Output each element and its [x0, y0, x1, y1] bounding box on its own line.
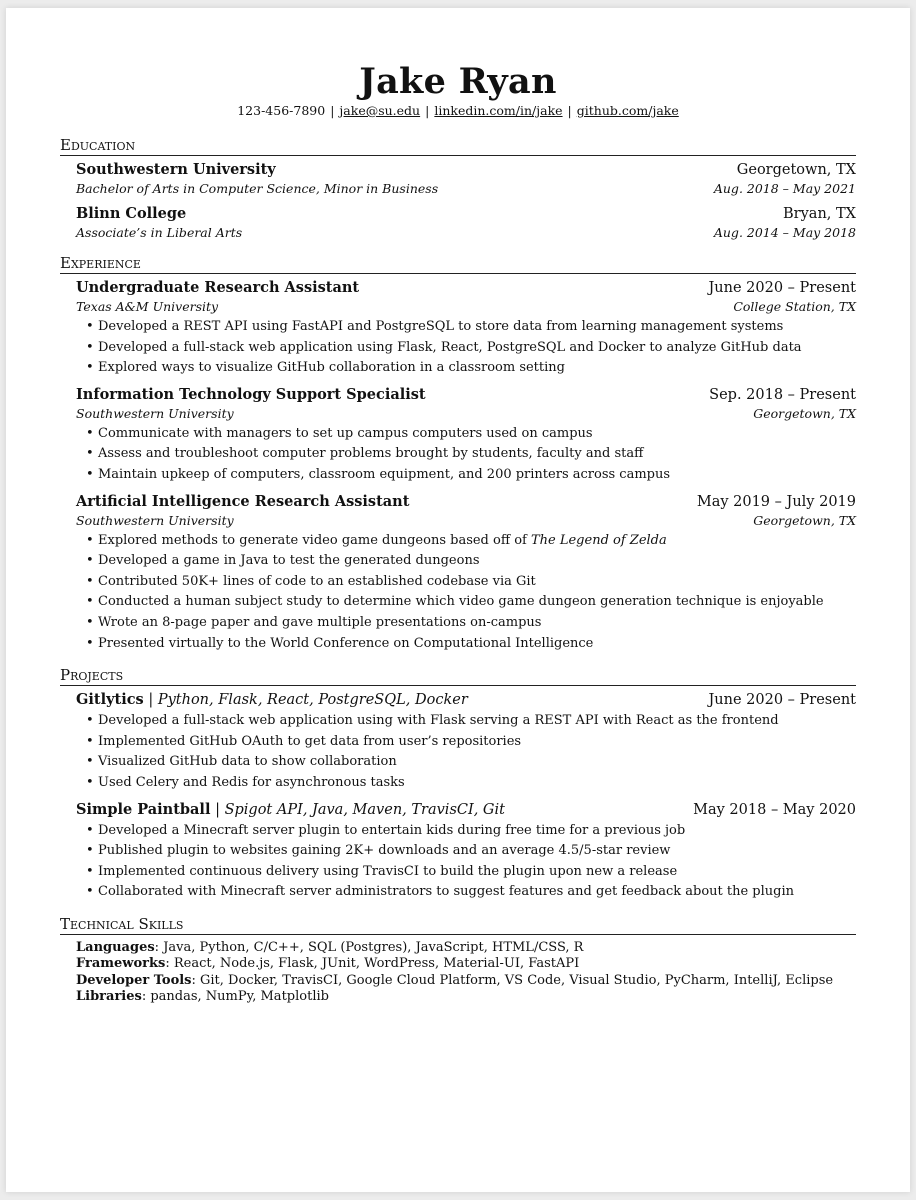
bullet-item: • Implemented GitHub OAuth to get data from user’s repositories — [98, 732, 856, 753]
degree: Associate’s in Liberal Arts — [76, 225, 243, 240]
experience-entry — [76, 385, 856, 486]
bullet-item: • Conducted a human subject study to determine which video game dungeon generation technique is enjoyable — [98, 592, 856, 613]
skill-value: pandas, NumPy, Matplotlib — [150, 989, 329, 1005]
resume-page — [6, 8, 910, 1192]
section-title-projects: Projects — [60, 666, 856, 686]
separator: | — [567, 103, 572, 118]
section-title-skills: Technical Skills — [60, 915, 856, 935]
job-dates: May 2019 – July 2019 — [696, 493, 856, 510]
school-location: Bryan, TX — [783, 206, 856, 222]
employer: Texas A&M University — [76, 299, 219, 314]
separator: | — [330, 103, 335, 118]
project-entry — [76, 690, 856, 793]
project-dates: June 2020 – Present — [708, 692, 856, 709]
bullet-item: • Contributed 50K+ lines of code to an established codebase via Git — [98, 572, 856, 593]
candidate-name: Jake Ryan — [359, 61, 557, 102]
job-title: Undergraduate Research Assistant — [76, 279, 360, 296]
skill-label: Libraries — [76, 989, 142, 1005]
phone-number: 123-456-7890 — [237, 103, 326, 118]
bullet-item: • Assess and troubleshoot computer problems brought by students, faculty and staff — [98, 444, 856, 465]
school-name: Blinn College — [76, 205, 187, 222]
education-dates: Aug. 2018 – May 2021 — [713, 181, 856, 196]
job-title: Information Technology Support Specialist — [76, 385, 426, 403]
skill-label: Languages — [76, 939, 155, 955]
bullet-list — [76, 531, 856, 655]
education-entry — [76, 160, 856, 198]
section-title-education: Education — [60, 136, 856, 156]
bullet-list — [76, 317, 856, 379]
bullet-list — [76, 424, 856, 486]
github-link[interactable]: github.com/jake — [576, 103, 679, 118]
school-location: Georgetown, TX — [736, 162, 856, 178]
job-location: College Station, TX — [733, 299, 856, 314]
project-dates: May 2018 – May 2020 — [693, 801, 856, 818]
skill-label: Developer Tools — [76, 972, 192, 988]
bullet-item: • Developed a full-stack web application using with Flask serving a REST API with React as the frontend — [98, 711, 856, 732]
bullet-item: • Implemented continuous delivery using TravisCI to build the plugin upon new a release — [98, 862, 856, 883]
bullet-item: • Developed a full-stack web application using Flask, React, PostgreSQL and Docker to analyze GitHub data — [98, 338, 856, 359]
bullet-item: • Developed a Minecraft server plugin to entertain kids during free time for a previous job — [98, 821, 856, 842]
bullet-item: • Used Celery and Redis for asynchronous tasks — [98, 773, 856, 794]
experience-entry — [76, 278, 856, 379]
bullet-list — [76, 711, 856, 793]
bullet-item: • Collaborated with Minecraft server administrators to suggest features and get feedback about the plugin — [98, 882, 856, 903]
skill-value: Git, Docker, TravisCI, Google Cloud Platform, VS Code, Visual Studio, PyCharm, IntelliJ, Eclipse — [200, 972, 834, 988]
skills-block — [76, 940, 856, 1006]
project-name: Gitlytics — [76, 691, 144, 709]
project-entry — [76, 800, 856, 903]
resume-content — [60, 61, 856, 1006]
linkedin-link[interactable]: linkedin.com/in/jake — [434, 103, 563, 118]
email-link[interactable]: jake@su.edu — [339, 103, 421, 118]
bullet-item: • Published plugin to websites gaining 2K+ downloads and an average 4.5/5-star review — [98, 841, 856, 862]
school-name: Southwestern University — [76, 161, 276, 178]
skill-line: Developer Tools: Git, Docker, TravisCI, Google Cloud Platform, VS Code, Visual Studio, PyCharm, IntelliJ, Eclipse — [76, 972, 834, 988]
bullet-list — [76, 821, 856, 903]
degree: Bachelor of Arts in Computer Science, Minor in Business — [76, 181, 439, 196]
job-dates: Sep. 2018 – Present — [709, 386, 856, 403]
bullet-item: • Developed a REST API using FastAPI and PostgreSQL to store data from learning management systems — [98, 317, 856, 338]
job-location: Georgetown, TX — [753, 512, 856, 528]
job-title: Artificial Intelligence Research Assistant — [76, 492, 410, 510]
game-title: The Legend of Zelda — [530, 532, 667, 548]
separator: | — [148, 692, 154, 709]
education-dates: Aug. 2014 – May 2018 — [713, 225, 856, 240]
job-dates: June 2020 – Present — [708, 280, 856, 296]
project-name: Simple Paintball — [76, 800, 211, 818]
bullet-item: • Communicate with managers to set up campus computers used on campus — [98, 424, 856, 445]
skill-value: React, Node.js, Flask, JUnit, WordPress, Material-UI, FastAPI — [173, 956, 580, 972]
bullet-item: • Explored ways to visualize GitHub collaboration in a classroom setting — [98, 358, 856, 379]
project-heading — [76, 690, 468, 710]
bullet-item — [98, 531, 856, 552]
project-heading — [76, 800, 505, 820]
bullet-item: • Wrote an 8-page paper and gave multiple presentations on-campus — [98, 613, 856, 634]
employer: Southwestern University — [76, 405, 234, 421]
bullet-item: • Visualized GitHub data to show collaboration — [98, 752, 856, 773]
skill-line: Frameworks: React, Node.js, Flask, JUnit, WordPress, Material-UI, FastAPI — [76, 956, 580, 972]
project-tech: Spigot API, Java, Maven, TravisCI, Git — [224, 801, 505, 818]
education-entry — [76, 204, 856, 242]
bullet-text: Explored methods to generate video game dungeons based off of — [98, 532, 531, 548]
bullet-item: • Developed a game in Java to test the generated dungeons — [98, 551, 856, 572]
project-tech: Python, Flask, React, PostgreSQL, Docker — [157, 692, 468, 709]
separator: | — [215, 801, 220, 818]
skill-value: Java, Python, C/C++, SQL (Postgres), JavaScript, HTML/CSS, R — [163, 939, 584, 955]
contact-line — [60, 102, 856, 120]
skill-label: Frameworks — [76, 956, 166, 972]
skill-line: Languages: Java, Python, C/C++, SQL (Postgres), JavaScript, HTML/CSS, R — [76, 939, 584, 955]
skill-line: Libraries: pandas, NumPy, Matplotlib — [76, 989, 329, 1005]
employer: Southwestern University — [76, 512, 234, 528]
section-title-experience: Experience — [60, 254, 856, 274]
bullet-item: • Maintain upkeep of computers, classroom equipment, and 200 printers across campus — [98, 465, 856, 486]
experience-entry — [76, 492, 856, 655]
separator: | — [425, 103, 430, 118]
job-location: Georgetown, TX — [753, 405, 856, 421]
bullet-item: • Presented virtually to the World Conference on Computational Intelligence — [98, 634, 856, 655]
